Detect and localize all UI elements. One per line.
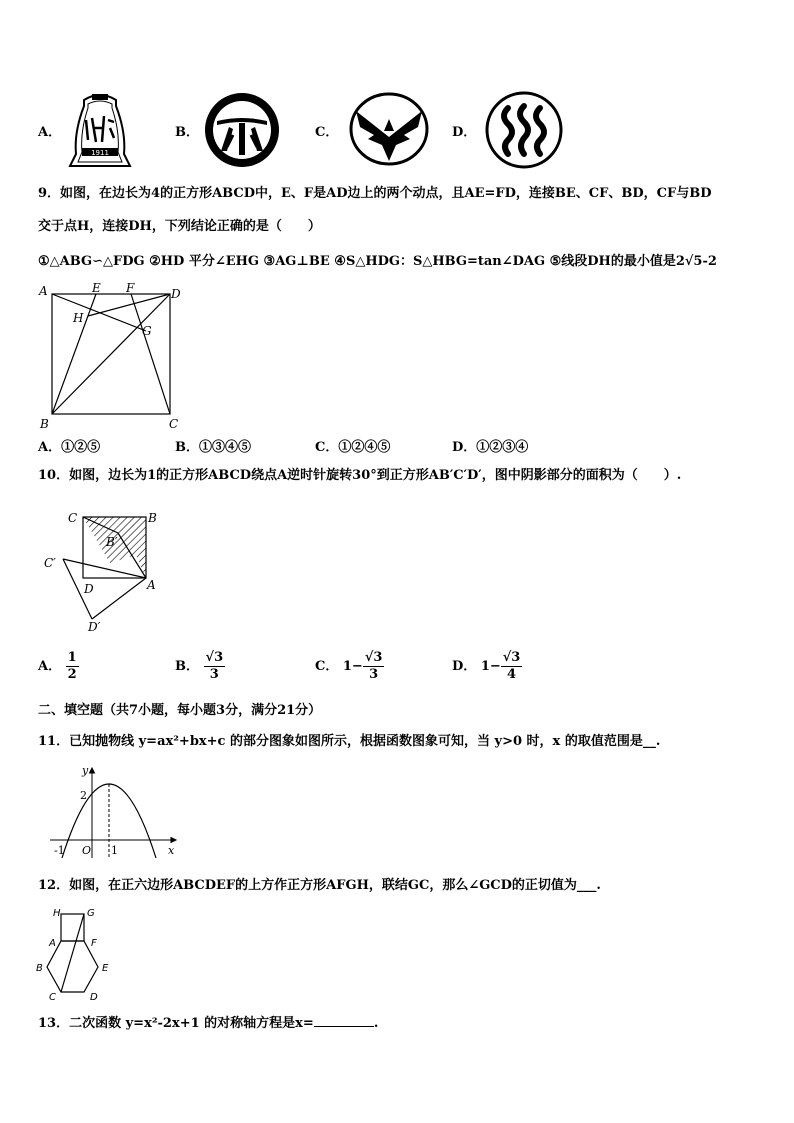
q9-option-c: C．①②④⑤ [315, 440, 391, 455]
q9-option-b: B．①③④⑤ [175, 440, 251, 455]
q9-label-c: C [169, 417, 179, 431]
q12-label-g: G [87, 908, 95, 919]
q9-label-b: B [40, 417, 49, 431]
q12-label-f: F [91, 938, 97, 949]
q10-label-c: C [68, 511, 78, 525]
q11-label-x: x [168, 844, 175, 857]
q10-option-a-num: 1 [67, 650, 77, 665]
q10-option-c-fraction [363, 650, 385, 683]
q10-option-d [452, 650, 522, 683]
q13-end: . [373, 1016, 379, 1031]
waves-logo-icon [484, 90, 564, 170]
bell-logo-icon [64, 92, 136, 174]
q9-option-a: A．①②⑤ [38, 440, 101, 455]
q10-label-c-prime: C′ [44, 556, 56, 570]
q11-label-1: 1 [111, 844, 118, 857]
q9-label-a: A [39, 284, 48, 298]
q10-option-d-prefix: 1− [480, 659, 501, 674]
q11-label-o: O [82, 844, 92, 857]
q13-text: 13．二次函数 y=x²-2x+1 的对称轴方程是x= [38, 1016, 314, 1031]
q12-label-h: H [53, 908, 61, 919]
q10-label-b: B [148, 511, 157, 525]
eagle-logo-icon [348, 91, 430, 167]
q9-label-g: G [142, 324, 152, 338]
q10-option-b-den: 3 [209, 667, 219, 682]
q13-answer-blank[interactable] [314, 1014, 374, 1027]
section-fill-in-heading: 二、填空题（共7小题，每小题3分，满分21分） [38, 703, 322, 718]
q11-label-2: 2 [80, 789, 87, 802]
q11-label-neg1: -1 [54, 844, 65, 857]
q10-option-c-num: √3 [364, 650, 383, 665]
q12-stem: 12．如图，在正六边形ABCDEF的上方作正方形AFGH，联结GC，那么∠GCD的正切值为___. [38, 878, 601, 893]
q10-option-a-fraction [66, 650, 79, 683]
q9-option-d: D．①②③④ [452, 440, 529, 455]
q10-option-a [38, 650, 79, 683]
q10-option-c [315, 650, 384, 683]
q12-hexagon-square-figure [32, 903, 116, 1003]
q10-option-d-num: √3 [502, 650, 521, 665]
q12-label-c: C [49, 992, 56, 1003]
q11-label-y: y [82, 764, 89, 777]
q9-conclusions: ①△ABG∽△FDG ②HD 平分∠EHG ③AG⊥BE ④S△HDG：S△HBG=tan∠DAG ⑤线段DH的最小值是2√5-2 [38, 254, 717, 269]
q9-square-figure [36, 283, 186, 431]
q9-stem-line1: 9．如图，在边长为4的正方形ABCD中，E、F是AD边上的两个动点，且AE=FD，连接BE、CF、BD，CF与BD [38, 186, 712, 201]
q9-label-e: E [92, 283, 101, 295]
q8-option-a-label: A． [38, 125, 62, 140]
q10-option-b-fraction [204, 650, 226, 683]
q10-label-d-prime: D′ [88, 620, 101, 634]
q10-label-d: D [84, 582, 94, 596]
q10-option-d-fraction [501, 650, 523, 683]
q8-option-c-label: C． [315, 125, 339, 140]
q10-label-b-prime: B′ [106, 535, 118, 549]
q10-label-a: A [147, 578, 156, 592]
q10-option-c-label: C． [315, 659, 339, 674]
q13-stem [38, 1014, 378, 1033]
q9-label-d: D [171, 287, 181, 301]
q10-option-b-num: √3 [205, 650, 224, 665]
q12-label-d: D [90, 992, 98, 1003]
q10-rotated-square-figure [40, 505, 170, 635]
q12-label-b: B [36, 963, 43, 974]
q9-stem-line2: 交于点H，连接DH，下列结论正确的是（ ） [38, 219, 321, 234]
q10-option-a-label: A． [38, 659, 62, 674]
q9-label-h: H [73, 311, 84, 325]
q10-option-c-prefix: 1− [342, 659, 363, 674]
q8-option-d-label: D． [452, 125, 477, 140]
q10-option-b [175, 650, 225, 683]
q9-label-f: F [126, 283, 135, 295]
q11-stem: 11．已知抛物线 y=ax²+bx+c 的部分图象如图所示，根据函数图象可知，当 y>0 时，x 的取值范围是__. [38, 734, 661, 749]
q8-option-b-label: B． [175, 125, 199, 140]
q12-label-e: E [102, 963, 109, 974]
q10-stem: 10．如图，边长为1的正方形ABCD绕点A逆时针旋转30°到正方形AB′C′D′，图中阴影部分的面积为（ ）. [38, 468, 682, 483]
q10-option-a-den: 2 [67, 667, 77, 682]
q10-option-d-label: D． [452, 659, 477, 674]
peking-logo-icon [203, 91, 281, 169]
q11-parabola-graph [46, 762, 182, 860]
q10-option-c-den: 3 [369, 667, 379, 682]
q12-label-a: A [49, 938, 56, 949]
q10-option-b-label: B． [175, 659, 199, 674]
logo-year: 1911 [91, 149, 109, 157]
q10-option-d-den: 4 [507, 667, 517, 682]
